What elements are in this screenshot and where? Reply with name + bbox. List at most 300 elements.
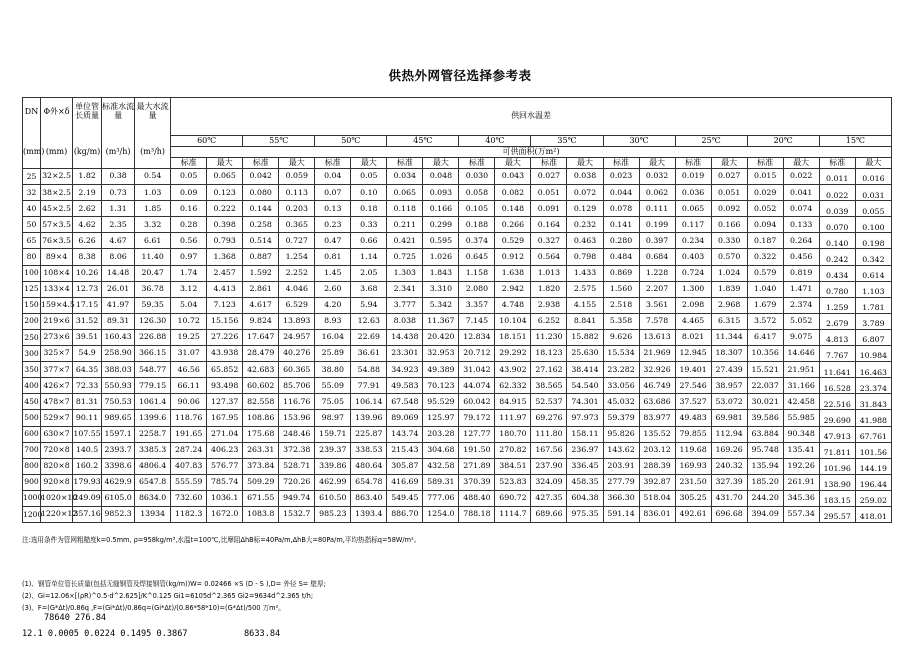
table-cell: 338.53: [351, 442, 387, 458]
table-cell: 273×6: [41, 329, 73, 345]
table-cell: 39.51: [73, 329, 102, 345]
table-cell: 84.915: [495, 394, 531, 410]
table-cell: 21.951: [783, 362, 819, 378]
table-cell: 250: [23, 329, 41, 345]
table-cell: 0.199: [639, 217, 675, 233]
table-cell: 185.20: [747, 474, 783, 490]
table-cell: 1.592: [243, 265, 279, 281]
table-cell: 72.33: [73, 378, 102, 394]
table-cell: 32: [23, 185, 41, 201]
table-cell: 696.68: [711, 506, 747, 522]
max-header: 最大: [567, 158, 603, 169]
table-cell: 60.365: [279, 362, 315, 378]
table-row: [23, 474, 892, 490]
table-cell: 95.748: [747, 442, 783, 458]
table-cell: 689.66: [531, 506, 567, 522]
table-cell: 1.560: [603, 281, 639, 297]
table-cell: 528.71: [279, 458, 315, 474]
table-cell: 50: [23, 217, 41, 233]
table-cell: 0.16: [171, 201, 207, 217]
table-cell: 3.357: [459, 297, 495, 313]
table-cell: 0.092: [711, 201, 747, 217]
table-cell: 10.72: [171, 313, 207, 329]
header-row-temps: [23, 136, 892, 147]
table-cell: 81.31: [73, 394, 102, 410]
table-cell: 400: [23, 378, 41, 394]
table-cell: 29.690: [819, 410, 855, 426]
table-cell: 17.647: [243, 329, 279, 345]
table-cell: 1.254: [279, 249, 315, 265]
table-cell: 140.5: [73, 442, 102, 458]
temp-header-6: 30℃: [603, 136, 675, 147]
formula-2: (2)、Gi=12.06×[(ρR)^0.5·d^2.625]/K^0.125 Gi1=6105d^2.365 Gi2=9634d^2.365 t/h;: [22, 592, 314, 600]
table-cell: 305.87: [387, 458, 423, 474]
max-header: 最大: [711, 158, 747, 169]
table-cell: 13.613: [639, 329, 675, 345]
table-cell: 83.977: [639, 410, 675, 426]
table-cell: 0.015: [747, 169, 783, 185]
table-cell: 610.50: [315, 490, 351, 506]
std-header: 标准: [387, 158, 423, 169]
table-cell: 4.748: [495, 297, 531, 313]
table-cell: 3.561: [639, 297, 675, 313]
table-cell: 101.56: [855, 442, 891, 458]
table-cell: 2.60: [315, 281, 351, 297]
table-cell: 432.58: [423, 458, 459, 474]
std-header: 标准: [171, 158, 207, 169]
table-cell: 900: [23, 474, 41, 490]
temp-header-3: 45℃: [387, 136, 459, 147]
table-cell: 45.032: [603, 394, 639, 410]
table-cell: 555.59: [171, 474, 207, 490]
table-cell: 0.434: [819, 265, 855, 281]
table-cell: 22.037: [747, 378, 783, 394]
table-cell: 886.70: [387, 506, 423, 522]
table-cell: 101.96: [819, 458, 855, 474]
table-cell: 0.222: [207, 201, 243, 217]
table-cell: 0.044: [603, 185, 639, 201]
table-cell: 0.04: [315, 169, 351, 185]
table-cell: 0.055: [855, 201, 891, 217]
table-cell: 2.968: [711, 297, 747, 313]
table-cell: 384.51: [495, 458, 531, 474]
table-cell: 4.046: [279, 281, 315, 297]
table-cell: 700: [23, 442, 41, 458]
unit-max-flow: (m³/h): [135, 136, 171, 169]
table-cell: 65.852: [207, 362, 243, 378]
table-cell: 478×7: [41, 394, 73, 410]
table-cell: 2.207: [639, 281, 675, 297]
table-cell: 0.456: [783, 249, 819, 265]
table-cell: 0.397: [639, 233, 675, 249]
table-cell: 0.398: [207, 217, 243, 233]
table-cell: 0.23: [315, 217, 351, 233]
table-cell: 0.111: [639, 201, 675, 217]
table-cell: 529×7: [41, 410, 73, 426]
table-cell: 3385.3: [135, 442, 171, 458]
table-cell: 60.042: [459, 394, 495, 410]
temp-header-0: 60℃: [171, 136, 243, 147]
table-cell: 4806.4: [135, 458, 171, 474]
table-cell: 0.887: [243, 249, 279, 265]
table-cell: 788.18: [459, 506, 495, 522]
table-cell: 0.05: [351, 169, 387, 185]
table-cell: 0.322: [747, 249, 783, 265]
table-cell: 215.43: [387, 442, 423, 458]
table-cell: 557.34: [783, 506, 819, 522]
table-cell: 226.88: [135, 329, 171, 345]
table-cell: 31.166: [783, 378, 819, 394]
table-cell: 0.793: [207, 233, 243, 249]
table-cell: 9852.3: [102, 506, 135, 522]
table-cell: 236.97: [567, 442, 603, 458]
table-cell: 119.68: [675, 442, 711, 458]
table-cell: 0.280: [603, 233, 639, 249]
table-cell: 4.62: [73, 217, 102, 233]
table-cell: 509.29: [243, 474, 279, 490]
table-cell: 77.91: [351, 378, 387, 394]
table-cell: 16.04: [315, 329, 351, 345]
table-cell: 8.38: [73, 249, 102, 265]
col-header-unit-mass: 单位管长质量: [73, 98, 102, 126]
table-cell: 325×7: [41, 346, 73, 362]
table-cell: 89.31: [102, 313, 135, 329]
table-cell: 1.839: [711, 281, 747, 297]
table-cell: 0.614: [855, 265, 891, 281]
table-cell: 167.95: [207, 410, 243, 426]
table-cell: 0.039: [819, 201, 855, 217]
table-cell: 14.438: [387, 329, 423, 345]
table-cell: 0.032: [639, 169, 675, 185]
table-cell: 0.234: [675, 233, 711, 249]
table-cell: 523.83: [495, 474, 531, 490]
table-cell: 82.558: [243, 394, 279, 410]
table-cell: 418.01: [855, 506, 891, 522]
table-cell: 59.379: [603, 410, 639, 426]
std-header: 标准: [819, 158, 855, 169]
table-cell: 1.843: [423, 265, 459, 281]
table-row: [23, 458, 892, 474]
stray-values-3: 8633.84: [244, 629, 281, 639]
table-cell: 3.310: [423, 281, 459, 297]
table-cell: 0.327: [531, 233, 567, 249]
table-cell: 2.518: [603, 297, 639, 313]
table-cell: 191.50: [459, 442, 495, 458]
table-cell: 6.417: [747, 329, 783, 345]
table-cell: 1.103: [855, 281, 891, 297]
table-cell: 43.902: [495, 362, 531, 378]
table-cell: 1.31: [102, 201, 135, 217]
table-cell: 1.82: [73, 169, 102, 185]
table-cell: 9.626: [603, 329, 639, 345]
table-cell: 4.155: [567, 297, 603, 313]
table-cell: 21.969: [639, 346, 675, 362]
table-cell: 203.91: [603, 458, 639, 474]
table-cell: 271.04: [207, 426, 243, 442]
table-cell: 1114.7: [495, 506, 531, 522]
table-cell: 288.39: [639, 458, 675, 474]
table-cell: 16.528: [819, 378, 855, 394]
table-cell: 231.50: [675, 474, 711, 490]
table-cell: 23.301: [387, 346, 423, 362]
table-cell: 975.35: [567, 506, 603, 522]
table-cell: 27.226: [207, 329, 243, 345]
table-cell: 90.11: [73, 410, 102, 426]
formula-1: (1)、钢管单位管长质量(包括无缝钢管及焊接钢管(kg/m))W= 0.02466 ×S (D - S ),D= 外径 S= 壁厚;: [22, 580, 326, 588]
unit-mass: (kg/m): [73, 136, 102, 169]
table-cell: 90.06: [171, 394, 207, 410]
table-cell: 0.042: [243, 169, 279, 185]
unit-std-flow: (m³/h): [102, 136, 135, 169]
table-cell: 23.374: [855, 378, 891, 394]
table-cell: 431.70: [711, 490, 747, 506]
table-cell: 9.824: [243, 313, 279, 329]
table-cell: 0.66: [351, 233, 387, 249]
table-cell: 66.11: [171, 378, 207, 394]
table-cell: 32.926: [639, 362, 675, 378]
table-cell: 36.78: [135, 281, 171, 297]
table-cell: 0.019: [675, 169, 711, 185]
table-cell: 2.252: [279, 265, 315, 281]
table-cell: 0.105: [459, 201, 495, 217]
table-cell: 2.938: [531, 297, 567, 313]
table-cell: 0.027: [531, 169, 567, 185]
table-cell: 17.15: [73, 297, 102, 313]
table-cell: 4.617: [243, 297, 279, 313]
table-cell: 11.40: [135, 249, 171, 265]
table-cell: 0.031: [855, 185, 891, 201]
table-cell: 2.05: [351, 265, 387, 281]
table-cell: 0.570: [711, 249, 747, 265]
table-cell: 192.26: [783, 458, 819, 474]
table-cell: 300: [23, 346, 41, 362]
table-cell: 15.156: [207, 313, 243, 329]
table-cell: 450: [23, 394, 41, 410]
table-cell: 1.024: [711, 265, 747, 281]
table-cell: 153.96: [279, 410, 315, 426]
table-cell: 42.683: [243, 362, 279, 378]
table-cell: 0.100: [855, 217, 891, 233]
table-cell: 5.358: [603, 313, 639, 329]
table-cell: 0.07: [315, 185, 351, 201]
table-cell: 604.38: [567, 490, 603, 506]
table-cell: 38.565: [531, 378, 567, 394]
table-cell: 1.85: [135, 201, 171, 217]
table-cell: 0.036: [675, 185, 711, 201]
table-cell: 2.457: [207, 265, 243, 281]
table-cell: 0.030: [459, 169, 495, 185]
table-cell: 18.307: [711, 346, 747, 362]
table-cell: 0.365: [279, 217, 315, 233]
table-cell: 12.834: [459, 329, 495, 345]
table-cell: 0.38: [102, 169, 135, 185]
table-cell: 28.479: [243, 346, 279, 362]
table-cell: 350: [23, 362, 41, 378]
table-title: 供热外网管径选择参考表: [388, 68, 532, 83]
table-cell: 0.166: [423, 201, 459, 217]
temp-header-1: 55℃: [243, 136, 315, 147]
table-cell: 10.104: [495, 313, 531, 329]
table-cell: 6.315: [711, 313, 747, 329]
table-row: [23, 329, 892, 345]
table-cell: 304.68: [423, 442, 459, 458]
table-cell: 55.985: [783, 410, 819, 426]
table-cell: 1.303: [387, 265, 423, 281]
std-header: 标准: [243, 158, 279, 169]
temp-header-2: 50℃: [315, 136, 387, 147]
table-cell: 76×3.5: [41, 233, 73, 249]
table-cell: 4.20: [315, 297, 351, 313]
table-cell: 1.45: [315, 265, 351, 281]
table-cell: 31.07: [171, 346, 207, 362]
table-cell: 305.25: [675, 490, 711, 506]
table-cell: 2.575: [567, 281, 603, 297]
table-cell: 54.9: [73, 346, 102, 362]
table-row: [23, 506, 892, 522]
table-row: [23, 362, 892, 378]
table-cell: 3.572: [747, 313, 783, 329]
table-cell: 52.537: [531, 394, 567, 410]
table-cell: 1182.3: [171, 506, 207, 522]
stray-values-2: 12.1 0.0005 0.0224 0.1495 0.3867: [22, 629, 188, 639]
std-header: 标准: [675, 158, 711, 169]
table-row: [23, 426, 892, 442]
table-cell: 836.01: [639, 506, 675, 522]
table-cell: 339.86: [315, 458, 351, 474]
table-cell: 0.082: [495, 185, 531, 201]
table-cell: 373.84: [243, 458, 279, 474]
table-cell: 5.052: [783, 313, 819, 329]
table-cell: 3.789: [855, 313, 891, 329]
table-cell: 239.37: [315, 442, 351, 458]
table-cell: 0.403: [675, 249, 711, 265]
formula-3: (3)、F=(G*Δt)/0.86q ,F=(Gi*Δt)/0.86q=(Gi*Δt)/(0.86*58*10)=(G*Δt)/500 万m²。: [22, 604, 285, 612]
table-cell: 0.529: [495, 233, 531, 249]
table-cell: 0.299: [423, 217, 459, 233]
table-cell: 0.645: [459, 249, 495, 265]
table-cell: 89.069: [387, 410, 423, 426]
table-row: [23, 490, 892, 506]
table-cell: 0.029: [747, 185, 783, 201]
table-cell: 576.77: [207, 458, 243, 474]
table-cell: 0.052: [747, 201, 783, 217]
table-cell: 5.94: [351, 297, 387, 313]
temp-header-5: 35℃: [531, 136, 603, 147]
table-cell: 548.77: [135, 362, 171, 378]
table-cell: 0.113: [279, 185, 315, 201]
table-cell: 67.548: [387, 394, 423, 410]
table-cell: 100: [23, 265, 41, 281]
table-cell: 779.15: [135, 378, 171, 394]
table-cell: 0.027: [711, 169, 747, 185]
table-cell: 8.841: [567, 313, 603, 329]
table-cell: 10.26: [73, 265, 102, 281]
table-cell: 1.368: [207, 249, 243, 265]
table-cell: 0.038: [567, 169, 603, 185]
table-cell: 85.706: [279, 378, 315, 394]
std-header: 标准: [315, 158, 351, 169]
table-cell: 406.23: [207, 442, 243, 458]
table-cell: 1036.1: [207, 490, 243, 506]
table-cell: 4.465: [675, 313, 711, 329]
table-cell: 0.514: [243, 233, 279, 249]
table-cell: 8.06: [102, 249, 135, 265]
table-cell: 64.35: [73, 362, 102, 378]
table-cell: 0.166: [711, 217, 747, 233]
table-cell: 0.258: [243, 217, 279, 233]
table-cell: 79.172: [459, 410, 495, 426]
table-cell: 777.06: [423, 490, 459, 506]
table-cell: 2.62: [73, 201, 102, 217]
table-cell: 0.05: [171, 169, 207, 185]
table-cell: 1061.4: [135, 394, 171, 410]
table-cell: 0.242: [819, 249, 855, 265]
table-cell: 65: [23, 233, 41, 249]
table-cell: 690.72: [495, 490, 531, 506]
table-body: [23, 98, 892, 523]
table-cell: 45×2.5: [41, 201, 73, 217]
temp-header-9: 15℃: [819, 136, 891, 147]
col-header-dn: DN: [23, 98, 41, 126]
table-cell: 1.471: [783, 281, 819, 297]
table-row: [23, 297, 892, 313]
table-cell: 426×7: [41, 378, 73, 394]
table-cell: 240.32: [711, 458, 747, 474]
table-cell: 1083.8: [243, 506, 279, 522]
table-cell: 259.02: [855, 490, 891, 506]
table-cell: 327.39: [711, 474, 747, 490]
table-cell: 95.529: [423, 394, 459, 410]
table-cell: 0.062: [639, 185, 675, 201]
table-cell: 1020×10: [41, 490, 73, 506]
table-cell: 1399.6: [135, 410, 171, 426]
table-cell: 2.341: [387, 281, 423, 297]
col-header-temp-diff: 供回水温差: [171, 98, 892, 136]
table-cell: 0.080: [243, 185, 279, 201]
table-cell: 1597.1: [102, 426, 135, 442]
table-cell: 225.87: [351, 426, 387, 442]
table-cell: 60.602: [243, 378, 279, 394]
table-cell: 89×4: [41, 249, 73, 265]
col-header-max-flow: 最大水流量: [135, 98, 171, 126]
table-cell: 46.56: [171, 362, 207, 378]
table-cell: 949.74: [279, 490, 315, 506]
table-cell: 6.252: [531, 313, 567, 329]
table-cell: 70.123: [423, 378, 459, 394]
table-cell: 3.32: [135, 217, 171, 233]
table-cell: 0.016: [855, 169, 891, 185]
table-cell: 989.65: [102, 410, 135, 426]
table-cell: 38×2.5: [41, 185, 73, 201]
std-header: 标准: [459, 158, 495, 169]
table-cell: 3.777: [387, 297, 423, 313]
table-cell: 0.072: [567, 185, 603, 201]
table-cell: 31.843: [855, 394, 891, 410]
table-cell: 8.93: [315, 313, 351, 329]
max-header: 最大: [207, 158, 243, 169]
table-cell: 144.19: [855, 458, 891, 474]
max-header: 最大: [639, 158, 675, 169]
table-cell: 54.540: [567, 378, 603, 394]
table-cell: 98.97: [315, 410, 351, 426]
table-cell: 0.421: [387, 233, 423, 249]
table-cell: 6.529: [279, 297, 315, 313]
table-cell: 167.56: [531, 442, 567, 458]
table-cell: 46.749: [639, 378, 675, 394]
table-cell: 820×8: [41, 458, 73, 474]
table-cell: 5.342: [423, 297, 459, 313]
table-cell: 1532.7: [279, 506, 315, 522]
